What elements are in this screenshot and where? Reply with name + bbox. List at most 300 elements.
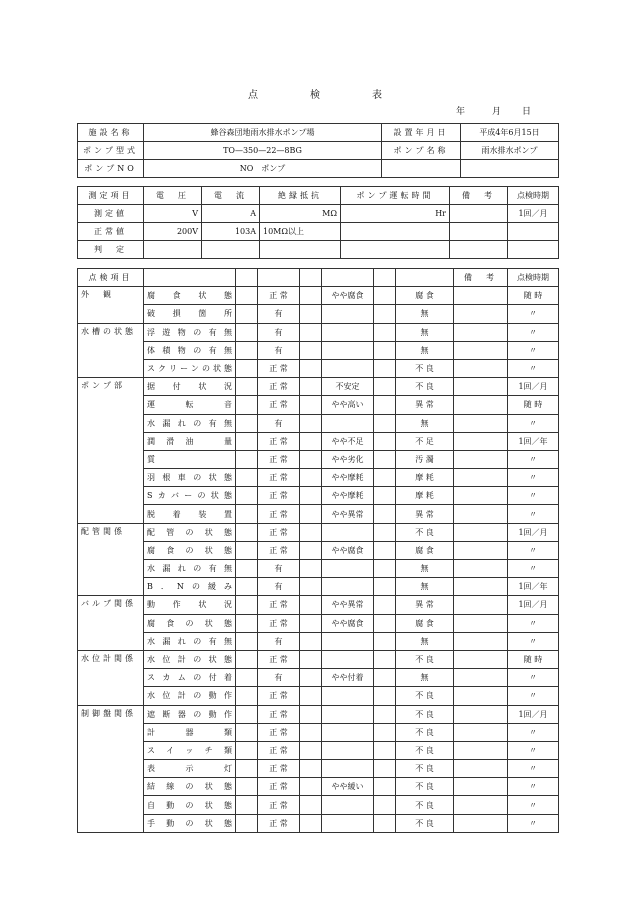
note-cell[interactable] [450,205,508,223]
empty-cell [382,160,461,178]
check-box-b[interactable] [300,796,322,814]
option-a: 正 常 [258,778,300,796]
period-cell: 〃 [508,341,559,359]
note-cell[interactable] [454,432,508,450]
option-b: やや腐食 [322,614,374,632]
option-a: 正 常 [258,760,300,778]
hours-cell[interactable] [341,241,450,259]
note-cell[interactable] [454,632,508,650]
option-c: 不 良 [396,741,454,759]
option-b: やや摩耗 [322,487,374,505]
note-cell[interactable] [454,469,508,487]
check-box-c[interactable] [374,796,396,814]
option-a: 正 常 [258,541,300,559]
period-cell: 〃 [508,632,559,650]
info-row [78,142,559,160]
period-cell: 随 時 [508,287,559,305]
option-b: やや異常 [322,596,374,614]
inspection-row [78,305,559,323]
check-box-c[interactable] [374,487,396,505]
measure-header-row [78,187,559,205]
note-cell[interactable] [454,287,508,305]
check-box-c[interactable] [374,323,396,341]
inspection-item: 羽根車の状態 [144,469,236,487]
option-a: 正 常 [258,396,300,414]
measure-row [78,205,559,223]
option-c: 不 良 [396,778,454,796]
period-cell: 1回／月 [508,205,559,223]
note-cell[interactable] [454,523,508,541]
insulation-cell[interactable] [260,241,341,259]
check-box-c[interactable] [374,287,396,305]
check-box-b[interactable] [300,396,322,414]
check-box-c[interactable] [374,414,396,432]
inspection-item: 脱着装置 [144,505,236,523]
check-box-b[interactable] [300,814,322,832]
option-b [322,578,374,596]
inspection-group: 制御盤関係 [78,705,144,832]
check-box-a[interactable] [236,487,258,505]
inspection-row [78,450,559,468]
check-box-a[interactable] [236,760,258,778]
voltage-cell[interactable]: V [144,205,202,223]
option-c: 異 常 [396,596,454,614]
empty-cell [236,269,258,287]
check-box-c[interactable] [374,578,396,596]
check-box-c[interactable] [374,632,396,650]
pump-no-value[interactable]: NO ポンプ [144,160,382,178]
option-a: 正 常 [258,469,300,487]
option-b [322,760,374,778]
option-b [322,741,374,759]
option-a: 正 常 [258,487,300,505]
option-c: 不 良 [396,814,454,832]
check-box-b[interactable] [300,505,322,523]
check-box-b[interactable] [300,687,322,705]
note-cell[interactable] [454,796,508,814]
option-b [322,705,374,723]
option-a: 正 常 [258,450,300,468]
inspection-item: Sカバーの状態 [144,487,236,505]
measure-header: 備 考 [450,187,508,205]
check-box-b[interactable] [300,723,322,741]
current-cell[interactable] [202,241,260,259]
inspection-item: 遮断器の動作 [144,705,236,723]
measure-header: 電 圧 [144,187,202,205]
check-box-a[interactable] [236,632,258,650]
inspection-row [78,705,559,723]
period-cell: 〃 [508,487,559,505]
check-box-c[interactable] [374,705,396,723]
note-cell[interactable] [454,578,508,596]
option-a: 正 常 [258,359,300,377]
check-box-a[interactable] [236,741,258,759]
period-cell: 1回／月 [508,523,559,541]
check-box-b[interactable] [300,560,322,578]
hours-cell [341,223,450,241]
check-box-a[interactable] [236,614,258,632]
inspection-row [78,359,559,377]
note-cell[interactable] [454,596,508,614]
inspection-item: 破損箇所 [144,305,236,323]
measure-row-label: 測定値 [78,205,144,223]
inspection-item: 計器類 [144,723,236,741]
note-cell[interactable] [454,760,508,778]
check-box-b[interactable] [300,359,322,377]
option-c: 不 足 [396,432,454,450]
check-box-a[interactable] [236,469,258,487]
inspection-row [78,378,559,396]
note-cell[interactable] [454,341,508,359]
note-cell[interactable] [454,541,508,559]
measure-header: 電 流 [202,187,260,205]
option-a: 正 常 [258,650,300,668]
option-b [322,341,374,359]
note-cell[interactable] [454,614,508,632]
check-box-a[interactable] [236,596,258,614]
facility-label: 施設名称 [78,124,144,142]
option-a: 有 [258,669,300,687]
option-a: 正 常 [258,287,300,305]
check-box-c[interactable] [374,814,396,832]
check-box-a[interactable] [236,541,258,559]
check-box-a[interactable] [236,705,258,723]
option-b [322,305,374,323]
check-box-a[interactable] [236,669,258,687]
option-a: 正 常 [258,378,300,396]
inspection-item: 水位計の状態 [144,650,236,668]
note-cell[interactable] [454,778,508,796]
check-box-b[interactable] [300,414,322,432]
check-box-c[interactable] [374,669,396,687]
period-cell: 〃 [508,669,559,687]
option-c: 腐 食 [396,287,454,305]
period-cell: 〃 [508,814,559,832]
option-c: 不 良 [396,760,454,778]
note-cell[interactable] [454,814,508,832]
empty-cell [396,269,454,287]
option-c: 腐 食 [396,614,454,632]
option-c: 摩 耗 [396,487,454,505]
note-cell[interactable] [454,505,508,523]
insulation-cell[interactable]: MΩ [260,205,341,223]
option-c: 不 良 [396,523,454,541]
inspection-row [78,560,559,578]
inspection-table [77,268,559,833]
check-box-b[interactable] [300,578,322,596]
check-box-c[interactable] [374,396,396,414]
option-b: やや劣化 [322,450,374,468]
inspection-row [78,723,559,741]
inspection-row [78,414,559,432]
option-c: 不 良 [396,650,454,668]
note-cell[interactable] [454,487,508,505]
period-cell: 〃 [508,723,559,741]
measurement-table [77,186,559,259]
inspection-group: 水位計関係 [78,650,144,705]
check-box-c[interactable] [374,778,396,796]
measure-header: 絶縁抵抗 [260,187,341,205]
check-box-a[interactable] [236,687,258,705]
check-box-c[interactable] [374,378,396,396]
inspection-row [78,578,559,596]
note-cell[interactable] [454,741,508,759]
option-c: 不 良 [396,378,454,396]
inspection-row [78,323,559,341]
check-box-b[interactable] [300,669,322,687]
period-cell: 〃 [508,741,559,759]
check-box-b[interactable] [300,523,322,541]
empty-cell [144,269,236,287]
empty-cell [258,269,300,287]
check-box-b[interactable] [300,541,322,559]
info-row [78,160,559,178]
note-cell[interactable] [454,669,508,687]
option-b: やや腐食 [322,287,374,305]
check-box-b[interactable] [300,323,322,341]
check-box-a[interactable] [236,378,258,396]
option-b: やや高い [322,396,374,414]
check-box-b[interactable] [300,487,322,505]
option-b [322,796,374,814]
measure-header: 測定項目 [78,187,144,205]
option-b: やや異常 [322,505,374,523]
period-cell: 〃 [508,796,559,814]
option-c: 異 常 [396,396,454,414]
check-box-b[interactable] [300,450,322,468]
check-box-c[interactable] [374,359,396,377]
period-cell: 随 時 [508,396,559,414]
check-box-a[interactable] [236,432,258,450]
facility-value[interactable]: 蜂谷森団地雨水排水ポンプ場 [144,124,382,142]
measure-header: 点検時期 [508,187,559,205]
inspection-item: 運転音 [144,396,236,414]
option-a: 正 常 [258,687,300,705]
option-b [322,632,374,650]
hours-cell[interactable]: Hr [341,205,450,223]
measure-row [78,241,559,259]
option-c: 不 良 [396,796,454,814]
note-cell[interactable] [454,359,508,377]
check-box-b[interactable] [300,341,322,359]
pump-no-label: ポンプNO [78,160,144,178]
check-box-a[interactable] [236,305,258,323]
option-c: 無 [396,305,454,323]
inspection-group: 配管関係 [78,523,144,596]
measure-row [78,223,559,241]
pump-name-value[interactable]: 雨水排水ポンプ [461,142,559,160]
check-box-a[interactable] [236,396,258,414]
check-box-b[interactable] [300,287,322,305]
option-a: 有 [258,578,300,596]
check-box-c[interactable] [374,614,396,632]
measure-row-label: 正常値 [78,223,144,241]
period-cell: 1回／年 [508,578,559,596]
period-cell: 〃 [508,323,559,341]
check-box-c[interactable] [374,741,396,759]
inspection-row [78,650,559,668]
check-box-c[interactable] [374,305,396,323]
check-box-a[interactable] [236,723,258,741]
inspection-item: 腐食状態 [144,287,236,305]
check-box-c[interactable] [374,450,396,468]
inspection-item: 据付状況 [144,378,236,396]
check-box-c[interactable] [374,560,396,578]
option-b [322,523,374,541]
check-box-b[interactable] [300,760,322,778]
option-b: やや摩耗 [322,469,374,487]
option-a: 正 常 [258,741,300,759]
pump-name-label: ポンプ名称 [382,142,461,160]
check-box-b[interactable] [300,614,322,632]
note-cell[interactable] [454,414,508,432]
check-box-a[interactable] [236,814,258,832]
date-day: 日 [522,107,532,117]
option-a: 有 [258,341,300,359]
option-a: 正 常 [258,523,300,541]
period-cell: 1回／月 [508,705,559,723]
inspection-item: 表示灯 [144,760,236,778]
check-box-c[interactable] [374,650,396,668]
check-box-b[interactable] [300,378,322,396]
inspection-item: 水漏れの有無 [144,560,236,578]
check-box-b[interactable] [300,596,322,614]
check-box-a[interactable] [236,505,258,523]
info-row [78,124,559,142]
install-value[interactable]: 平成4年6月15日 [461,124,559,142]
period-cell: 〃 [508,469,559,487]
check-box-b[interactable] [300,650,322,668]
model-value[interactable]: TO—350—22—8BG [144,142,382,160]
note-cell[interactable] [450,241,508,259]
option-a: 正 常 [258,705,300,723]
current-cell: 103A [202,223,260,241]
check-box-b[interactable] [300,778,322,796]
empty-cell [461,160,559,178]
period-cell: 1回／年 [508,432,559,450]
option-a: 正 常 [258,723,300,741]
check-box-c[interactable] [374,432,396,450]
note-cell[interactable] [454,705,508,723]
check-box-a[interactable] [236,523,258,541]
option-c: 汚 濁 [396,450,454,468]
note-cell[interactable] [454,323,508,341]
option-b [322,814,374,832]
check-box-c[interactable] [374,505,396,523]
check-box-c[interactable] [374,687,396,705]
voltage-cell[interactable] [144,241,202,259]
check-box-a[interactable] [236,287,258,305]
empty-cell [322,269,374,287]
check-box-a[interactable] [236,323,258,341]
inspection-group: ポンプ部 [78,378,144,524]
option-a: 正 常 [258,505,300,523]
option-b: やや腐食 [322,541,374,559]
period-cell: 〃 [508,359,559,377]
option-c: 摩 耗 [396,469,454,487]
check-box-b[interactable] [300,741,322,759]
check-box-a[interactable] [236,796,258,814]
period-cell: 〃 [508,450,559,468]
inspection-group: バルブ関係 [78,596,144,651]
option-a: 正 常 [258,814,300,832]
note-cell[interactable] [454,378,508,396]
check-box-c[interactable] [374,723,396,741]
option-b [322,723,374,741]
option-a: 正 常 [258,796,300,814]
option-c: 無 [396,560,454,578]
period-cell: 随 時 [508,650,559,668]
option-a: 正 常 [258,614,300,632]
empty-cell [374,269,396,287]
inspection-row [78,287,559,305]
option-b [322,650,374,668]
period-cell: 〃 [508,560,559,578]
inspection-item: 自動の状態 [144,796,236,814]
note-cell[interactable] [454,723,508,741]
inspection-item: 手動の状態 [144,814,236,832]
install-label: 設置年月日 [382,124,461,142]
check-box-a[interactable] [236,341,258,359]
check-box-a[interactable] [236,778,258,796]
check-box-a[interactable] [236,578,258,596]
option-b [322,560,374,578]
inspection-row [78,505,559,523]
note-cell[interactable] [454,650,508,668]
option-c: 不 良 [396,705,454,723]
inspection-row [78,523,559,541]
option-a: 有 [258,305,300,323]
check-box-c[interactable] [374,760,396,778]
inspection-row [78,796,559,814]
check-box-a[interactable] [236,359,258,377]
check-box-b[interactable] [300,305,322,323]
option-a: 有 [258,414,300,432]
check-box-b[interactable] [300,632,322,650]
date-year: 年 [456,107,466,117]
check-box-c[interactable] [374,469,396,487]
insulation-cell: 10MΩ以上 [260,223,341,241]
note-cell[interactable] [454,396,508,414]
check-box-a[interactable] [236,450,258,468]
check-box-b[interactable] [300,705,322,723]
check-box-a[interactable] [236,414,258,432]
current-cell[interactable]: A [202,205,260,223]
check-box-a[interactable] [236,650,258,668]
check-box-c[interactable] [374,596,396,614]
note-cell[interactable] [454,450,508,468]
check-box-b[interactable] [300,432,322,450]
note-cell[interactable] [454,687,508,705]
voltage-cell: 200V [144,223,202,241]
option-c: 異 常 [396,505,454,523]
check-box-c[interactable] [374,341,396,359]
check-box-b[interactable] [300,469,322,487]
note-cell[interactable] [454,560,508,578]
option-b [322,414,374,432]
inspection-item: 質 [144,450,236,468]
option-b: やや不足 [322,432,374,450]
option-c: 無 [396,414,454,432]
check-box-c[interactable] [374,523,396,541]
measure-header: ポンプ運転時間 [341,187,450,205]
check-box-a[interactable] [236,560,258,578]
period-cell: 〃 [508,505,559,523]
option-a: 有 [258,632,300,650]
check-box-c[interactable] [374,541,396,559]
note-cell[interactable] [454,305,508,323]
inspection-item: 結線の状態 [144,778,236,796]
